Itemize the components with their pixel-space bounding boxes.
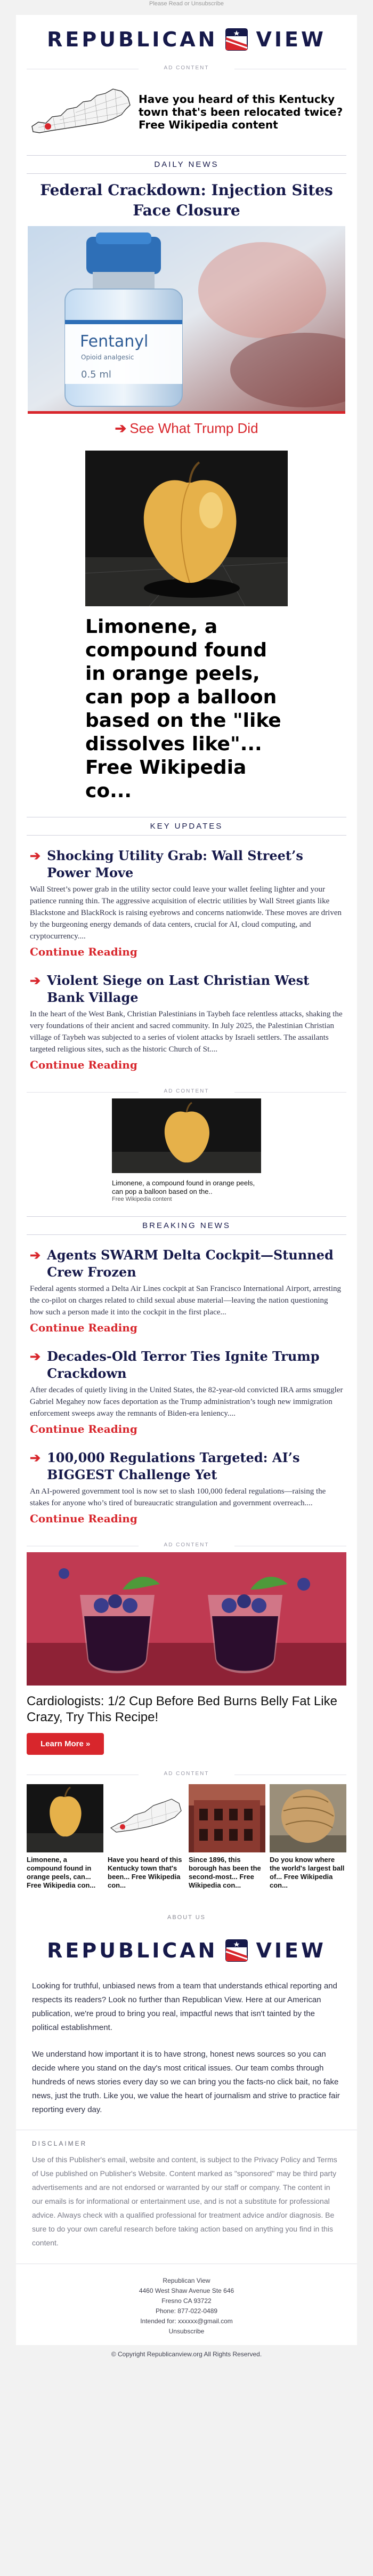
see-what-trump-did-link[interactable] [16,414,357,447]
story-headline[interactable] [30,1449,343,1483]
brand-left: REPUBLICAN [47,28,218,51]
feature-title[interactable]: Federal Crackdown: Injection Sites Face Closure [40,181,333,219]
footer-intended: Intended for: xxxxxx@gmail.com [140,2317,233,2325]
continue-reading-link[interactable]: Continue Reading [30,1512,137,1525]
story-body: An AI-powered government tool is now set to slash 100,000 federal regulations—raising the stakes for anyone who’s tired of bureaucratic strangulation and government overreach.... [30,1487,326,1507]
story-body: Wall Street’s power grab in the utility sector could leave your wallet feeling lighter and your patience running thin. The aggressive acquisition of electric utilities by Wall Street giants like Blackstone and BlackRock is raising eyebrows and concerns nationwide. These moves are driven by the burgeoning energy demands of data centers, crucial for AI, cloud computing, and cryptocurrency.... [30,885,342,941]
grid-ad-title: Limonene, a compound found in orange peels, can... Free Wikipedia con... [27,1856,96,1889]
grid-ad-item[interactable] [270,1784,346,1890]
ad-label: AD CONTENT [16,1768,357,1781]
top-ad[interactable] [16,75,357,155]
brand-left: REPUBLICAN [47,1939,218,1962]
kentucky-map-image [28,77,134,147]
footer-name: Republican View [163,2277,210,2284]
disclaimer-text: Use of this Publisher's email, website and content, is subject to the Privacy Policy and Terms of Use published on Publisher's Website. Content marked as "sponsored" may be third party advertisements and are not endorsed or warranted by our staff or company. The content in our emails is for informational or entertainment use, and is not a substitute for professional advice. Always check with a qualified professional for treatment advice and/or diagnosis. Be sure to do your own careful research before taking action based on anything you find in this content. [32,2155,337,2247]
wine-glasses-image [27,1552,346,1686]
vial-dose-text: 0.5 ml [81,369,111,380]
cardio-ad-title: Cardiologists: 1/2 Cup Before Bed Burns Belly Fat Like Crazy, Try This Recipe! [27,1694,337,1724]
story-body: Federal agents stormed a Delta Air Lines cockpit at San Francisco International Airport, arresting the co-pilot on charges related to child sexual abuse material—leaving the nation questioning how such a person made it into the cockpit in the first place... [30,1285,341,1317]
old-building-thumb [189,1784,265,1852]
about-paragraph: We understand how important it is to have strong, honest news sources so you can decide where you stand on the day's most critical issues. Our team combs through hundreds of news stories every day so we can bring you the facts-no click bait, no fake news, just the truth. Like you, we value the heart of journalism and strive to practice fair reporting every day. [32,2050,340,2114]
continue-reading-link[interactable]: Continue Reading [30,1423,137,1435]
grid-ad-item[interactable] [27,1784,103,1890]
mid-ad-source: Free Wikipedia content [112,1196,172,1202]
brand-shield-icon [224,27,249,52]
apple-balloon-thumb [27,1784,103,1852]
fentanyl-vial-image[interactable] [28,226,345,414]
breaking-news-stories [16,1235,357,1525]
apple-balloon-image [85,451,288,606]
grid-ad-item[interactable] [189,1784,265,1890]
story-title: Agents SWARM Delta Cockpit—Stunned Crew Frozen [47,1247,334,1280]
brand-logo[interactable] [47,27,326,52]
email-card [16,15,357,2345]
story-item [30,1348,343,1435]
about-label: ABOUT US [167,1914,206,1921]
continue-reading-link[interactable]: Continue Reading [30,1058,137,1071]
breaking-news-label: BREAKING NEWS [27,1216,346,1235]
story-headline[interactable] [30,1247,343,1281]
vial-sub-text: Opioid analgesic [81,354,134,361]
apple-balloon-thumb [112,1098,261,1173]
arrow-right-icon: ➔ [30,1450,41,1465]
footer-address2: Fresno CA 93722 [161,2297,212,2305]
key-updates-stories [16,836,357,1071]
disclaimer-label: DISCLAIMER [32,2140,87,2147]
continue-reading-link[interactable]: Continue Reading [30,945,137,958]
story-headline[interactable] [30,847,343,881]
arrow-right-icon: ➔ [115,420,127,436]
arrow-right-icon: ➔ [30,848,41,863]
grid-ad-title: Have you heard of this Kentucky town that's been... Free Wikipedia con... [108,1856,182,1889]
footer [16,2264,357,2345]
cardio-ad[interactable] [16,1552,357,1768]
about-logo-wrap [16,1924,357,1969]
apple-ad[interactable] [85,447,288,817]
story-item [30,1247,343,1334]
story-headline[interactable] [30,1348,343,1382]
brand-logo[interactable] [47,1938,326,1963]
grid-ad-title: Do you know where the world's largest ball of... Free Wikipedia con... [270,1856,345,1889]
disclaimer-section [16,2130,357,2264]
grid-ad-item[interactable] [108,1784,184,1890]
kentucky-map-thumb [108,1784,184,1852]
story-title: Decades-Old Terror Ties Ignite Trump Crackdown [47,1349,320,1381]
story-item [30,847,343,958]
arrow-right-icon: ➔ [30,1349,41,1364]
footer-phone: Phone: 877-022-0489 [155,2307,218,2315]
story-item [30,972,343,1071]
ad-label: AD CONTENT [16,62,357,75]
story-body: After decades of quietly living in the United States, the 82-year-old convicted IRA arms smuggler Gabriel Megahey now faces deportation as the Trump administration’s tough new immigration enforcement sweeps away the remnants of Biden-era leniency.... [30,1386,343,1418]
daily-news-label: DAILY NEWS [27,155,346,174]
ad-label: AD CONTENT [16,1539,357,1552]
continue-reading-link[interactable]: Continue Reading [30,1321,137,1334]
about-section [16,1906,357,2117]
header [16,15,357,62]
story-body: In the heart of the West Bank, Christian Palestinians in Taybeh face relentless attacks, shaking the very foundations of their ancient and sacred community. In July 2025, the Palestinian Christian village of Taybeh was subjected to a series of violent attacks by Israeli settlers. The assailants targeted religious sites, such as the historic Church of St.... [30,1010,343,1054]
brand-shield-icon [224,1938,249,1963]
story-title: 100,000 Regulations Targeted: AI’s BIGGEST Challenge Yet [47,1450,300,1482]
footer-address1: 4460 West Shaw Avenue Ste 646 [139,2287,234,2294]
ad-label: AD CONTENT [16,1085,357,1098]
key-updates-label: KEY UPDATES [27,817,346,836]
about-paragraph: Looking for truthful, unbiased news from a team that understands ethical reporting and respects its readers? Look no further than Republican View. Here at our American publication, we're proud to bring you real, impactful news that isn't tainted by the political establishment. [32,1981,337,2032]
vial-brand-text: Fentanyl [80,332,149,351]
mid-ad[interactable] [112,1098,261,1202]
arrow-right-icon: ➔ [30,1247,41,1263]
preheader-link[interactable]: Please Read or Unsubscribe [149,1,224,7]
vial-illustration [28,226,345,411]
learn-more-button[interactable]: Learn More » [27,1733,104,1755]
brand-right: VIEW [256,1939,326,1962]
story-item [30,1449,343,1525]
story-headline[interactable] [30,972,343,1006]
story-title: Violent Siege on Last Christian West Bank Village [47,973,310,1005]
mid-ad-title: Limonene, a compound found in orange peels, can pop a balloon based on the.. [112,1179,255,1195]
arrow-right-icon: ➔ [30,973,41,988]
brand-right: VIEW [256,28,326,51]
top-ad-title: Have you heard of this Kentucky town that's been relocated twice? Free Wikipedia content [139,93,343,131]
giant-ball-thumb [270,1784,346,1852]
story-title: Shocking Utility Grab: Wall Street’s Power Move [47,848,303,880]
apple-ad-title: Limonene, a compound found in orange peels, can pop a balloon based on the "like dissolves like"... Free Wikipedia co... [85,616,281,802]
about-text [16,1969,357,2117]
copyright: © Copyright Republicanview.org All Rights Reserved. [111,2350,262,2358]
cta-label: See What Trump Did [129,420,258,436]
grid-ad-title: Since 1896, this borough has been the second-most... Free Wikipedia con... [189,1856,261,1889]
ad-grid [16,1781,357,1906]
unsubscribe-link[interactable]: Unsubscribe [168,2328,205,2335]
